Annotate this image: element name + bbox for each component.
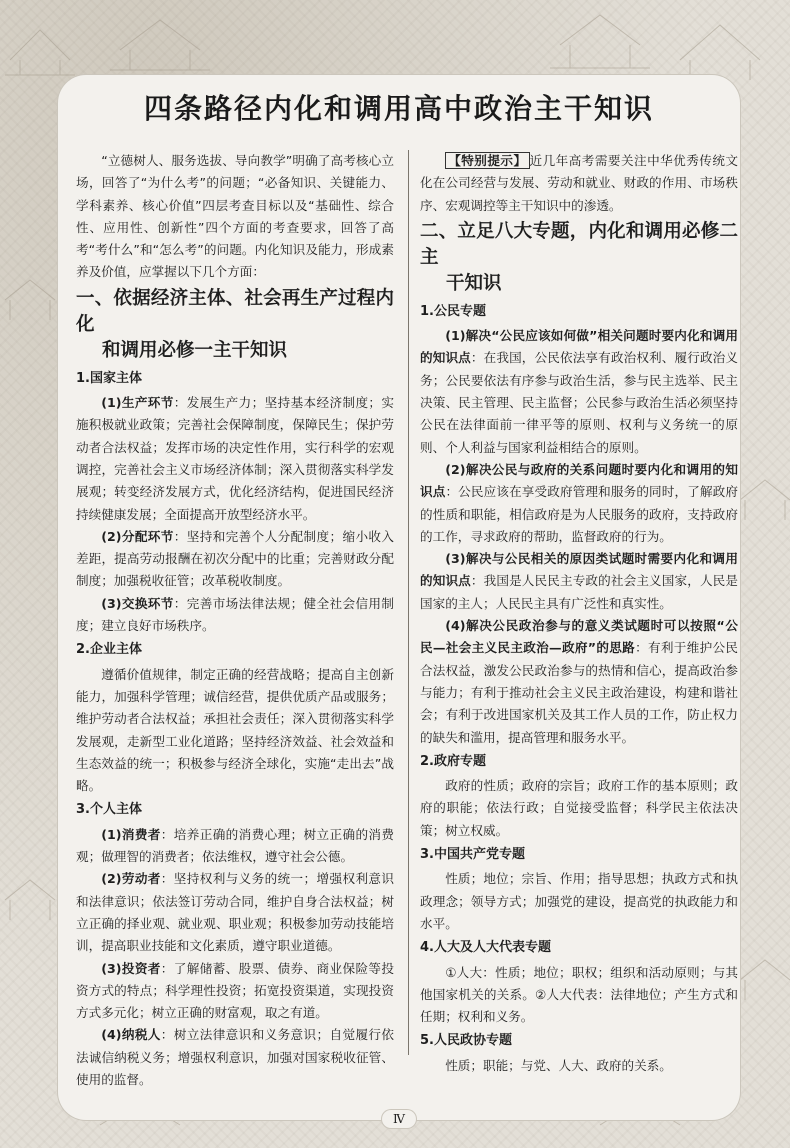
text-investor: ：了解储蓄、股票、债券、商业保险等投资方式的特点；科学理性投资；拓宽投资渠道，实现投资方式多元化；树立正确的财富观，取之有道。	[76, 960, 394, 1021]
subheading-cpc: 3.中国共产党专题	[420, 847, 525, 863]
text-laborer: ：坚持权利与义务的统一；增强权利意识和法律意识；依法签订劳动合同，维护自身合法权益；树立正确的择业观、就业观、职业观；积极参加劳动技能培训，提高职业技能和文化素质，遵守职业道德。	[76, 871, 394, 954]
paragraph-citizen-2	[420, 459, 738, 548]
text-taxpayer: ：树立法律意识和义务意识；自觉履行依法诚信纳税义务；增强权利意识，加强对国家税收征管、使用的监督。	[76, 1027, 394, 1087]
label-citizen-4: (4)解决公民政治参与的意义类试题时可以按照“公民—社会主义民主政治—政府”的思路	[420, 618, 738, 656]
label-exchange: (3)交换环节	[101, 595, 174, 611]
subheading-cppcc: 5.人民政协专题	[420, 1033, 512, 1049]
paragraph-consumer	[76, 824, 394, 869]
paragraph-taxpayer	[76, 1024, 394, 1091]
special-tip	[420, 150, 738, 217]
subheading-government: 2.政府专题	[420, 753, 486, 769]
text-citizen-1: ：在我国，公民依法享有政治权利、履行政治义务；公民要依法有序参与政治生活，参与民主选举、民主决策、民主管理、民主监督；公民参与政治生活必须坚持公民在法律面前一律平等的原则、权利与义务统一的原则、个人利益与国家利益相结合的原则。	[420, 350, 739, 455]
column-divider	[408, 150, 409, 1055]
text-citizen-4: ：有利于维护公民合法权益，激发公民政治参与的热情和信心，提高政治参与能力；有利于推动社会主义民主政治建设，构建和谐社会；有利于改进国家机关及其工作人员的工作，防止权力的缺失和滥用，提高管理和服务水平。	[420, 640, 739, 745]
paragraph-citizen-1	[420, 325, 738, 459]
subheading-enterprise-entity: 2.企业主体	[76, 642, 142, 658]
paragraph-enterprise: 遵循价值规律，制定正确的经营战略；提高自主创新能力，加强科学管理；诚信经营，提供优质产品或服务；维护劳动者合法权益；承担社会责任；深入贯彻落实科学发展观，走新型工业化道路；坚持经济效益、社会效益和生态效益的统一；积极参与经济全球化，实施“走出去”战略。	[76, 666, 394, 794]
label-laborer: (2)劳动者	[101, 871, 161, 887]
paragraph-exchange	[76, 593, 394, 638]
left-column	[76, 150, 394, 1091]
paragraph-cppcc: 性质；职能；与党、人大、政府的关系。	[445, 1057, 672, 1073]
page-number: Ⅳ	[382, 1110, 416, 1128]
text-consumer: ：培养正确的消费心理；树立正确的消费观；做理智的消费者；依法维权，遵守社会公德。	[76, 826, 394, 865]
paragraph-investor	[76, 958, 394, 1025]
label-citizen-1: (1)解决“公民应该如何做”相关问题时要内化和调用的知识点	[420, 328, 738, 366]
intro-paragraph: “立德树人、服务选拔、导向教学”明确了高考核心立场，回答了“为什么考”的问题；“必备知识、关键能力、学科素养、核心价值”四层考查目标以及“基础性、综合性、应用性、创新性”四个方面的考查要求，回答了高考“考什么”和“怎么考”的问题。内化知识及能力，形成素养及价值，应掌握以下几个方面：	[76, 153, 394, 280]
content-page	[58, 75, 740, 1126]
subheading-npc: 4.人大及人大代表专题	[420, 940, 551, 956]
right-column	[420, 150, 738, 1077]
label-consumer: (1)消费者	[101, 826, 161, 842]
text-distribution: ：坚持和完善个人分配制度；缩小收入差距，提高劳动报酬在初次分配中的比重；完善财政分配制度；加强税收征管；改革税收制度。	[76, 528, 395, 589]
label-investor: (3)投资者	[101, 960, 161, 976]
label-citizen-2: (2)解决公民与政府的关系问题时要内化和调用的知识点	[420, 461, 738, 500]
section-heading-2-line1: 二、立足八大专题，内化和调用必修二主	[420, 220, 738, 268]
text-production: ：发展生产力；坚持基本经济制度；实施积极就业政策；完善社会保障制度，保障民生；保护劳动者合法权益；发挥市场的决定性作用，实行科学的宏观调控，完善社会主义市场经济体制；深入贯彻落实科学发展观；转变经济发展方式，优化经济结构，促进国民经济持续健康发展；全面提高开放型经济水平。	[76, 395, 395, 522]
special-tip-text: 近几年高考需要关注中华优秀传统文化在公司经营与发展、劳动和就业、财政的作用、市场秩序、宏观调控等主干知识中的渗透。	[420, 153, 739, 213]
section-heading-2-line2: 干知识	[446, 272, 502, 294]
section-heading-1-line1: 一、依据经济主体、社会再生产过程内化	[76, 287, 394, 335]
section-heading-1-line2: 和调用必修一主干知识	[102, 339, 288, 361]
paragraph-laborer	[76, 868, 394, 957]
paragraph-government: 政府的性质；政府的宗旨；政府工作的基本原则；政府的职能；依法行政；自觉接受监督；科学民主依法决策；树立权威。	[420, 778, 738, 838]
paragraph-citizen-4	[420, 615, 738, 749]
label-taxpayer: (4)纳税人	[101, 1027, 161, 1043]
label-citizen-3: (3)解决与公民相关的原因类试题时需要内化和调用的知识点	[420, 551, 738, 589]
subheading-individual-entity: 3.个人主体	[76, 802, 142, 818]
text-citizen-3: ：我国是人民民主专政的社会主义国家，人民是国家的主人；人民民主具有广泛性和真实性。	[420, 573, 739, 611]
subheading-citizen: 1.公民专题	[420, 303, 486, 319]
section-heading-2	[420, 219, 738, 297]
paragraph-npc: ①人大：性质；地位；职权；组织和活动原则；与其他国家机关的关系。②人大代表：法律地位；产生方式和任期；权利和义务。	[420, 964, 738, 1025]
section-heading-1	[76, 286, 394, 364]
special-tip-label: 【特别提示】	[445, 152, 529, 169]
text-citizen-2: ：公民应该在享受政府管理和服务的同时，了解政府的性质和职能，相信政府是为人民服务的政府，支持政府的工作，寻求政府的帮助，监督政府的行为。	[420, 484, 739, 544]
text-exchange: ：完善市场法律法规；健全社会信用制度；建立良好市场秩序。	[76, 595, 395, 634]
paragraph-distribution	[76, 526, 394, 593]
label-distribution: (2)分配环节	[101, 528, 174, 544]
paragraph-citizen-3	[420, 548, 738, 615]
paragraph-cpc: 性质；地位；宗旨、作用；指导思想；执政方式和执政理念；领导方式；加强党的建设，提高党的执政能力和水平。	[420, 871, 738, 931]
subheading-national-entity: 1.国家主体	[76, 370, 142, 386]
page-title: 四条路径内化和调用高中政治主干知识	[143, 92, 654, 125]
paragraph-production	[76, 392, 394, 526]
label-production: (1)生产环节	[101, 395, 174, 411]
